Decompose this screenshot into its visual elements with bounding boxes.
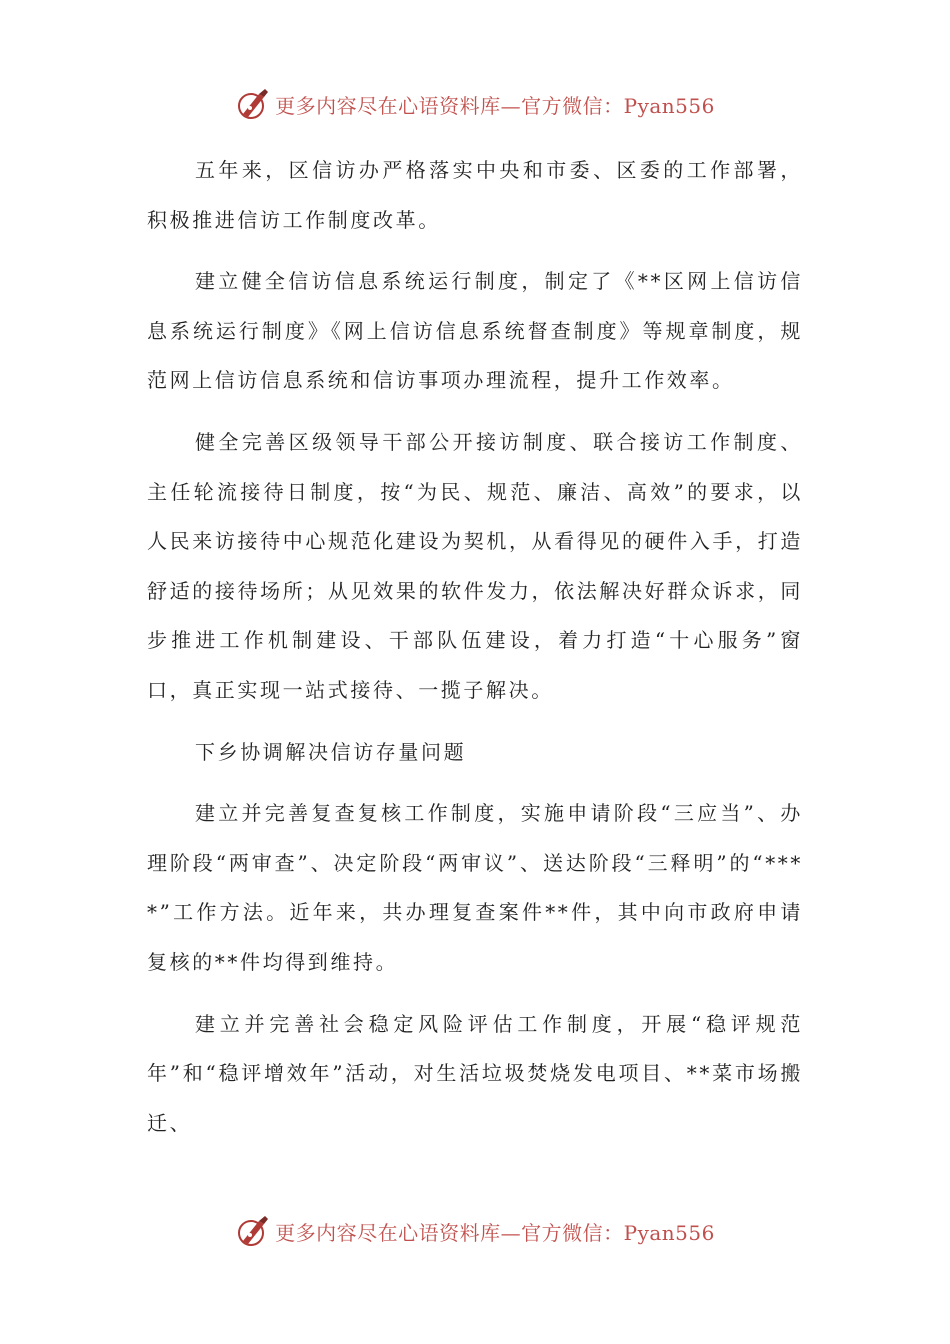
section-heading: 下乡协调解决信访存量问题 [195,739,467,764]
document-body [147,146,803,1160]
footer-watermark [0,1213,950,1249]
paragraph-2: 建立健全信访信息系统运行制度，制定了《**区网上信访信息系统运行制度》《网上信访信息系统督查制度》等规章制度，规范网上信访信息系统和信访事项办理流程，提升工作效率。 [147,269,803,393]
paragraph-4: 建立并完善复查复核工作制度，实施申请阶段“三应当”、办理阶段“两审查”、决定阶段“两审议”、送达阶段“三释明”的“****”工作方法。近年来，共办理复查案件**件，其中向市政府申请复核的**件均得到维持。 [147,801,803,974]
watermark-text: 更多内容尽在心语资料库—官方微信：Pyan556 [275,93,715,118]
paragraph-1: 五年来，区信访办严格落实中央和市委、区委的工作部署，积极推进信访工作制度改革。 [147,158,803,232]
header-watermark [0,86,950,122]
paragraph-3: 健全完善区级领导干部公开接访制度、联合接访工作制度、主任轮流接待日制度，按“为民、规范、廉洁、高效”的要求，以人民来访接待中心规范化建设为契机，从看得见的硬件入手，打造舒适的接待场所；从见效果的软件发力，依法解决好群众诉求，同步推进工作机制建设、干部队伍建设，着力打造“十心服务”窗口，真正实现一站式接待、一揽子解决。 [147,429,803,702]
pen-nib-circle-icon [235,1213,271,1249]
paragraph-5: 建立并完善社会稳定风险评估工作制度，开展“稳评规范年”和“稳评增效年”活动，对生活垃圾焚烧发电项目、**菜市场搬迁、 [147,1011,803,1135]
pen-nib-circle-icon [235,86,271,122]
watermark-text: 更多内容尽在心语资料库—官方微信：Pyan556 [275,1220,715,1245]
